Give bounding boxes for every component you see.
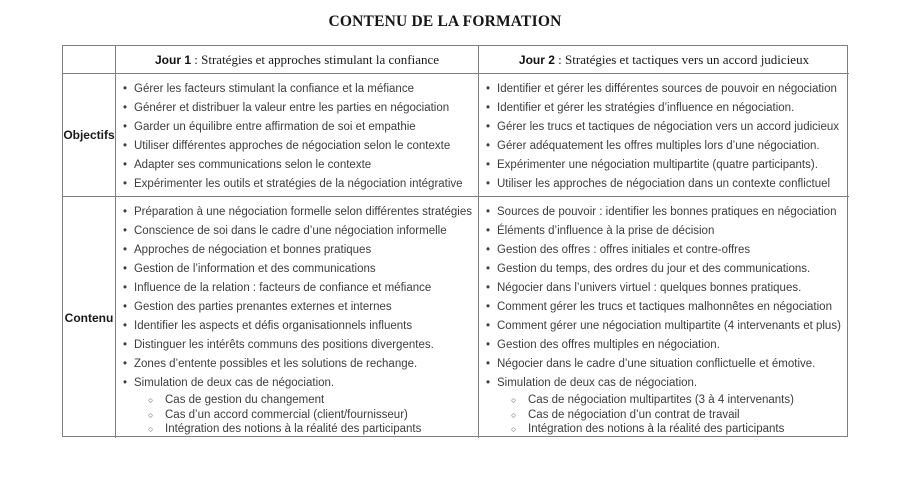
circle-bullet-icon: ○ bbox=[511, 395, 517, 405]
jour2-title: Stratégies et tactiques vers un accord judicieux bbox=[565, 51, 810, 67]
bullet-text: Identifier et gérer les différentes sources de pouvoir en négociation bbox=[497, 83, 837, 95]
jour2-label: Jour 2 bbox=[518, 52, 555, 67]
bullet-icon: • bbox=[486, 320, 491, 332]
bullet-icon: • bbox=[486, 83, 491, 95]
bullet-icon: • bbox=[486, 178, 491, 190]
bullet-text: Approches de négociation et bonnes pratiques bbox=[134, 244, 372, 256]
bullet-icon: • bbox=[123, 263, 128, 275]
bullet-text: Influence de la relation : facteurs de confiance et méfiance bbox=[134, 282, 432, 294]
bullet-text: Comment gérer une négociation multipartite (4 intervenants et plus) bbox=[497, 320, 841, 332]
bullet-item bbox=[123, 118, 474, 137]
bullet-text: Utiliser différentes approches de négociation selon le contexte bbox=[134, 140, 451, 152]
bullet-item bbox=[486, 317, 845, 336]
bullet-item bbox=[486, 99, 845, 118]
bullet-icon: • bbox=[486, 282, 491, 294]
bullet-icon: • bbox=[486, 244, 491, 256]
jour1-label: Jour 1 bbox=[154, 52, 191, 67]
bullet-item bbox=[123, 241, 474, 260]
objectifs-jour1-list bbox=[116, 74, 479, 197]
bullet-item bbox=[123, 298, 474, 317]
bullet-item bbox=[486, 355, 845, 374]
bullet-icon: • bbox=[486, 377, 491, 389]
bullet-text: Négocier dans le cadre d’une situation conflictuelle et émotive. bbox=[497, 358, 816, 370]
bullet-icon: • bbox=[123, 320, 128, 332]
sub-bullet-item bbox=[509, 393, 845, 408]
bullet-item bbox=[123, 355, 474, 374]
bullet-text: Identifier et gérer les stratégies d’influence en négociation. bbox=[497, 102, 795, 114]
bullet-icon: • bbox=[486, 263, 491, 275]
bullet-icon: • bbox=[486, 102, 491, 114]
bullet-icon: • bbox=[123, 159, 128, 171]
bullet-text: Gérer adéquatement les offres multiples lors d’une négociation. bbox=[497, 140, 820, 152]
bullet-text: Gestion des offres multiples en négociation. bbox=[497, 339, 720, 351]
bullet-text: Gestion de l’information et des communications bbox=[134, 263, 376, 275]
bullet-text: Préparation à une négociation formelle selon différentes stratégies bbox=[134, 206, 472, 218]
bullet-item bbox=[486, 156, 845, 175]
bullet-text: Gérer les facteurs stimulant la confiance et la méfiance bbox=[134, 83, 414, 95]
circle-bullet-icon: ○ bbox=[511, 409, 517, 420]
sub-bullet-item bbox=[146, 393, 474, 408]
bullet-item bbox=[123, 80, 474, 99]
bullet-item bbox=[123, 317, 474, 336]
bullet-item bbox=[123, 156, 474, 175]
bullet-icon: • bbox=[486, 206, 491, 218]
bullet-text: Simulation de deux cas de négociation. bbox=[134, 377, 335, 389]
bullet-icon: • bbox=[123, 358, 128, 370]
bullet-item bbox=[486, 118, 845, 137]
bullet-text: Éléments d’influence à la prise de décision bbox=[497, 225, 715, 237]
bullet-item bbox=[486, 336, 845, 355]
bullet-icon: • bbox=[486, 159, 491, 171]
bullet-item bbox=[123, 260, 474, 279]
bullet-text: Gestion des parties prenantes externes et internes bbox=[134, 301, 392, 313]
jour2-separator: : bbox=[554, 51, 566, 67]
bullet-text: Générer et distribuer la valeur entre les parties en négociation bbox=[134, 102, 450, 114]
circle-bullet-icon: ○ bbox=[148, 395, 154, 405]
bullet-item bbox=[486, 260, 845, 279]
bullet-item bbox=[123, 137, 474, 156]
sub-bullet-item bbox=[509, 408, 845, 423]
bullet-text: Expérimenter les outils et stratégies de la négociation intégrative bbox=[134, 178, 463, 190]
bullet-text: Zones d’entente possibles et les solutions de rechange. bbox=[134, 358, 418, 370]
bullet-text: Sources de pouvoir : identifier les bonnes pratiques en négociation bbox=[497, 206, 837, 218]
bullet-icon: • bbox=[123, 140, 128, 152]
bullet-item bbox=[123, 175, 474, 194]
circle-bullet-icon: ○ bbox=[511, 424, 517, 435]
bullet-icon: • bbox=[123, 178, 128, 190]
bullet-text: Expérimenter une négociation multipartite (quatre participants). bbox=[497, 159, 818, 171]
sub-bullet-text: Intégration des notions à la réalité des participants bbox=[165, 423, 422, 436]
bullet-icon: • bbox=[123, 301, 128, 313]
bullet-item bbox=[486, 137, 845, 156]
bullet-text: Négocier dans l’univers virtuel : quelques bonnes pratiques. bbox=[497, 282, 802, 294]
sub-bullet-text: Cas de négociation d’un contrat de travail bbox=[528, 408, 740, 421]
bullet-icon: • bbox=[123, 83, 128, 95]
contenu-jour1-list bbox=[116, 197, 479, 438]
bullet-text: Simulation de deux cas de négociation. bbox=[497, 377, 698, 389]
sub-bullet-item bbox=[146, 422, 474, 437]
sub-bullet-text: Cas de gestion du changement bbox=[165, 394, 325, 406]
bullet-text: Gestion du temps, des ordres du jour et des communications. bbox=[497, 263, 811, 275]
circle-bullet-icon: ○ bbox=[148, 424, 154, 435]
bullet-icon: • bbox=[123, 339, 128, 351]
bullet-icon: • bbox=[486, 121, 491, 133]
jour1-title: Stratégies et approches stimulant la confiance bbox=[201, 51, 440, 67]
bullet-item bbox=[486, 175, 845, 194]
sub-bullet-item bbox=[146, 408, 474, 423]
bullet-item bbox=[486, 80, 845, 99]
bullet-icon: • bbox=[486, 301, 491, 313]
sub-bullet-item bbox=[509, 422, 845, 437]
header-jour1 bbox=[116, 46, 479, 74]
sub-bullet-text: Cas d’un accord commercial (client/fournisseur) bbox=[165, 408, 408, 421]
bullet-icon: • bbox=[486, 140, 491, 152]
bullet-text: Gestion des offres : offres initiales et contre-offres bbox=[497, 244, 751, 256]
bullet-icon: • bbox=[123, 121, 128, 133]
bullet-text: Comment gérer les trucs et tactiques malhonnêtes en négociation bbox=[497, 301, 832, 313]
bullet-item bbox=[123, 374, 474, 393]
page-title: CONTENU DE LA FORMATION bbox=[328, 13, 562, 30]
bullet-item bbox=[486, 241, 845, 260]
bullet-text: Gérer les trucs et tactiques de négociation vers un accord judicieux bbox=[497, 121, 839, 133]
bullet-item bbox=[486, 298, 845, 317]
sub-bullet-text: Cas de négociation multipartites (3 à 4 intervenants) bbox=[528, 394, 794, 406]
bullet-icon: • bbox=[123, 206, 128, 218]
bullet-item bbox=[123, 279, 474, 298]
bullet-item bbox=[486, 203, 845, 222]
bullet-icon: • bbox=[123, 377, 128, 389]
bullet-icon: • bbox=[123, 102, 128, 114]
row-label-objectifs: Objectifs bbox=[63, 74, 116, 197]
bullet-text: Conscience de soi dans le cadre d’une négociation informelle bbox=[134, 225, 447, 237]
row-label-contenu: Contenu bbox=[63, 197, 116, 438]
bullet-item bbox=[123, 99, 474, 118]
bullet-text: Adapter ses communications selon le contexte bbox=[134, 159, 372, 171]
bullet-item bbox=[486, 374, 845, 393]
bullet-icon: • bbox=[486, 339, 491, 351]
bullet-text: Identifier les aspects et défis organisationnels influents bbox=[134, 320, 413, 332]
bullet-icon: • bbox=[486, 225, 491, 237]
bullet-text: Distinguer les intérêts communs des positions divergentes. bbox=[134, 339, 434, 351]
bullet-item bbox=[123, 203, 474, 222]
contenu-jour2-list bbox=[479, 197, 849, 438]
bullet-text: Utiliser les approches de négociation dans un contexte conflictuel bbox=[497, 178, 831, 190]
bullet-icon: • bbox=[123, 282, 128, 294]
bullet-icon: • bbox=[123, 244, 128, 256]
objectifs-jour2-list bbox=[479, 74, 849, 197]
jour1-separator: : bbox=[191, 51, 202, 67]
bullet-icon: • bbox=[123, 225, 128, 237]
corner-cell bbox=[63, 46, 116, 74]
sub-bullet-text: Intégration des notions à la réalité des participants bbox=[528, 423, 785, 436]
bullet-item bbox=[486, 279, 845, 298]
bullet-item bbox=[486, 222, 845, 241]
bullet-item bbox=[123, 336, 474, 355]
header-jour2 bbox=[479, 46, 849, 74]
bullet-icon: • bbox=[486, 358, 491, 370]
bullet-text: Garder un équilibre entre affirmation de soi et empathie bbox=[134, 121, 416, 133]
formation-table bbox=[62, 45, 848, 437]
circle-bullet-icon: ○ bbox=[148, 409, 154, 420]
bullet-item bbox=[123, 222, 474, 241]
